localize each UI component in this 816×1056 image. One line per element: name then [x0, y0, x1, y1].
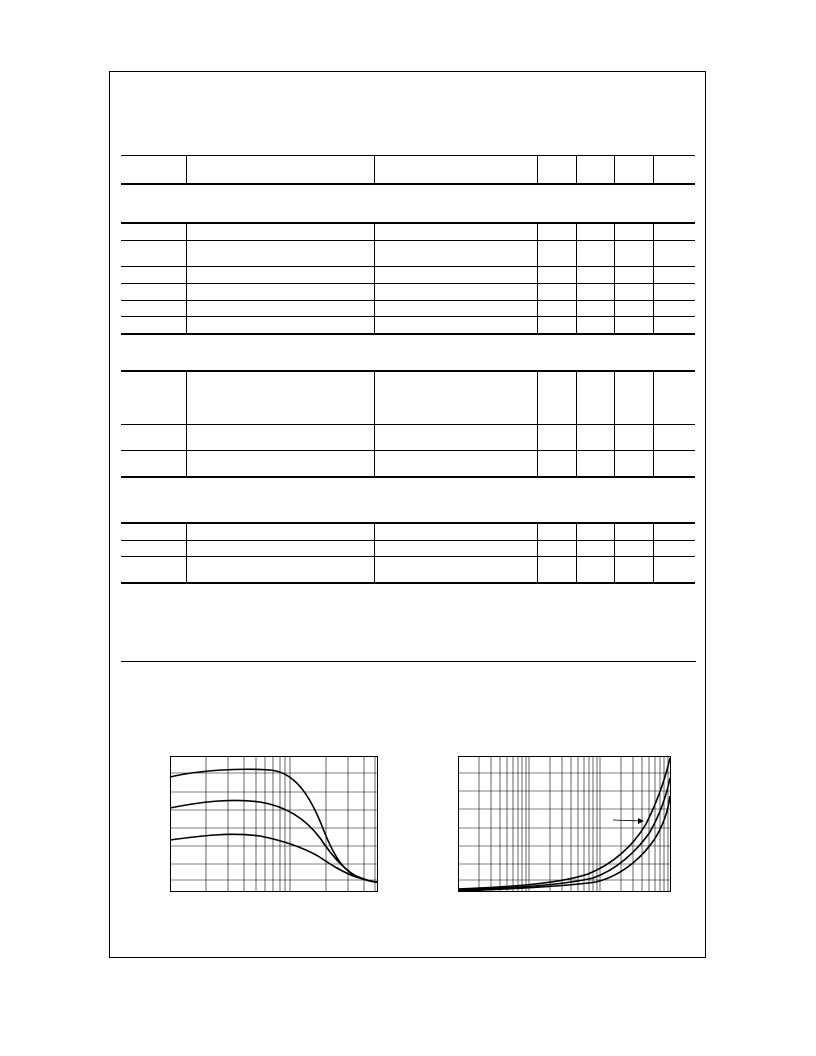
column-divider	[576, 372, 577, 476]
table-bottom-rule	[121, 582, 695, 584]
column-divider	[653, 372, 654, 476]
table-top-rule	[121, 155, 695, 156]
row-rule	[121, 424, 695, 425]
row-rule	[121, 450, 695, 451]
column-divider	[374, 524, 375, 582]
column-divider	[537, 156, 538, 184]
section-rule	[121, 476, 695, 478]
curves	[458, 758, 670, 891]
column-divider	[653, 224, 654, 333]
column-divider	[614, 156, 615, 184]
row-rule	[121, 556, 695, 557]
row-rule	[121, 316, 695, 317]
grid	[170, 756, 378, 892]
column-divider	[576, 156, 577, 184]
plot-border	[171, 757, 378, 892]
curve-3	[458, 796, 670, 891]
column-divider	[576, 524, 577, 582]
column-divider	[374, 224, 375, 333]
callout-arrowhead	[638, 818, 644, 824]
section-rule	[121, 333, 695, 335]
section-separator	[121, 661, 696, 662]
column-divider	[186, 156, 187, 184]
column-divider	[614, 372, 615, 476]
callout-leader	[613, 820, 642, 821]
curves	[170, 769, 377, 882]
curve-2	[170, 800, 377, 882]
row-rule	[121, 266, 695, 267]
column-divider	[614, 224, 615, 333]
column-divider	[374, 156, 375, 184]
column-divider	[537, 224, 538, 333]
curve-2	[458, 778, 670, 890]
section-rule	[121, 370, 695, 372]
column-divider	[576, 224, 577, 333]
column-divider	[186, 224, 187, 333]
plot-border	[459, 757, 671, 892]
section-rule	[121, 522, 695, 524]
right-chart	[458, 756, 673, 894]
header-bottom-rule	[121, 183, 695, 185]
column-divider	[186, 524, 187, 582]
grid	[458, 756, 671, 892]
column-divider	[653, 156, 654, 184]
row-rule	[121, 240, 695, 241]
column-divider	[653, 524, 654, 582]
column-divider	[614, 524, 615, 582]
curve-1	[170, 769, 377, 882]
left-chart	[170, 756, 380, 894]
column-divider	[186, 372, 187, 476]
row-rule	[121, 540, 695, 541]
curve-3	[170, 834, 377, 882]
section-rule	[121, 222, 695, 224]
row-rule	[121, 300, 695, 301]
row-rule	[121, 283, 695, 284]
column-divider	[374, 372, 375, 476]
column-divider	[537, 524, 538, 582]
column-divider	[537, 372, 538, 476]
